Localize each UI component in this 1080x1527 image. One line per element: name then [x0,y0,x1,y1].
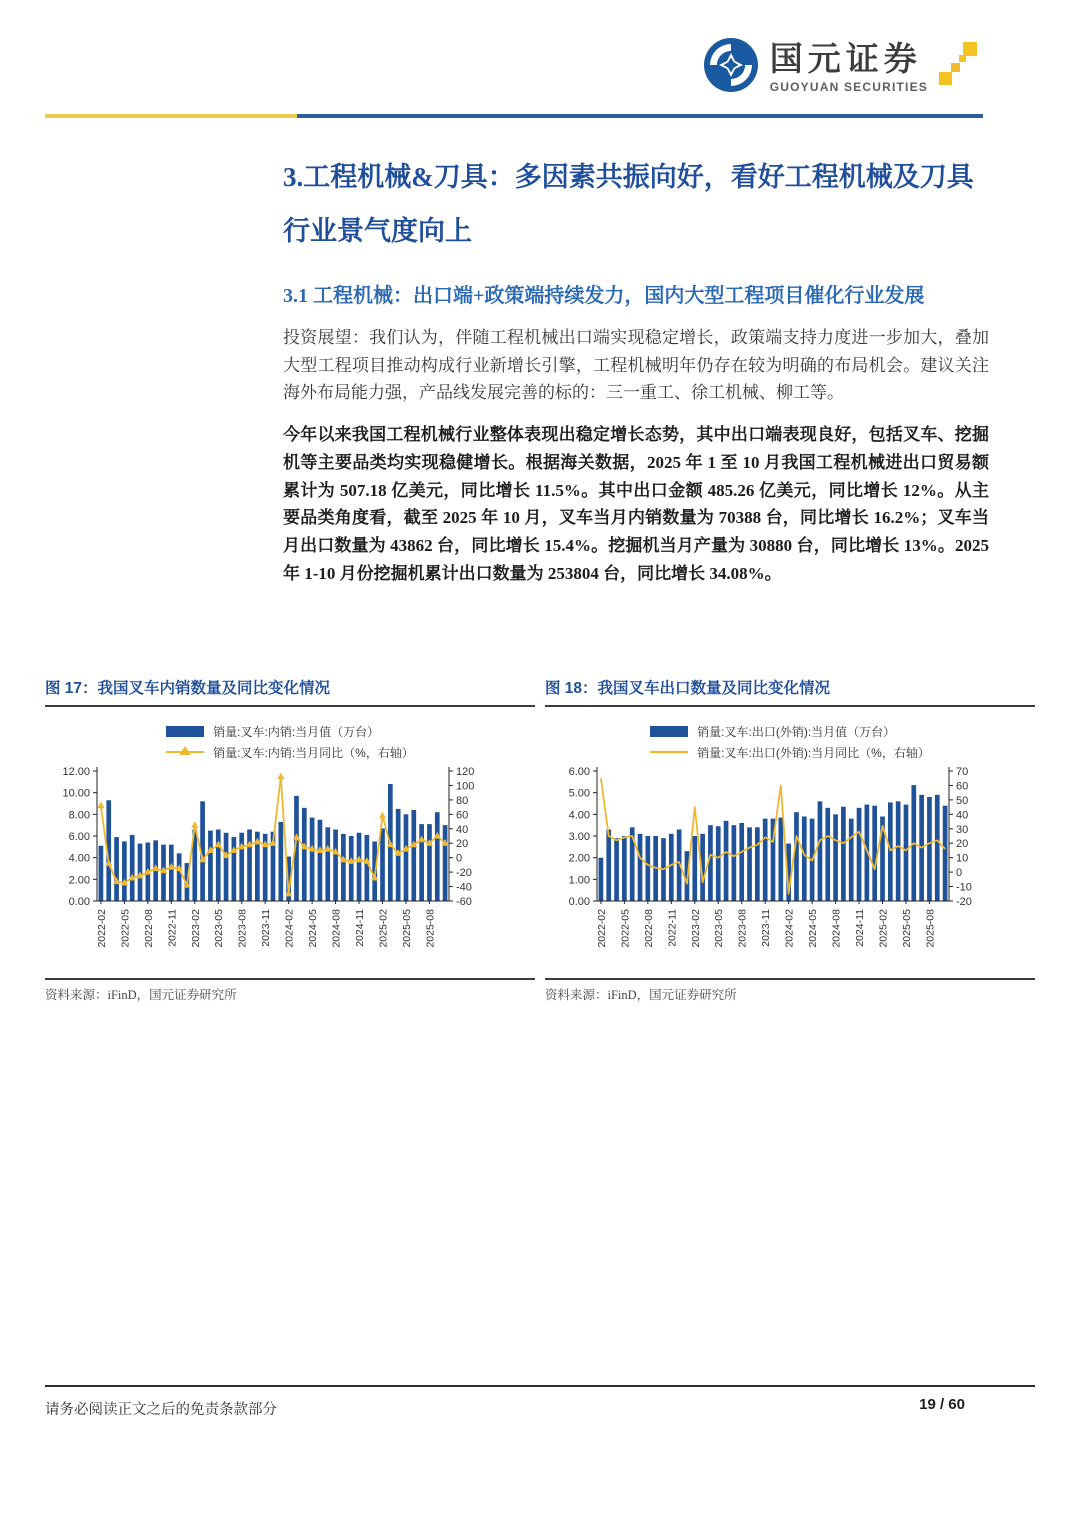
logo-squares-icon [938,42,978,93]
svg-text:2024-08: 2024-08 [830,909,843,948]
svg-text:0.00: 0.00 [568,896,590,908]
legend-label: 销量:叉车:内销:当月同比（%，右轴） [213,746,414,760]
logo-en-text: GUOYUAN SECURITIES [769,80,928,94]
svg-text:2024-02: 2024-02 [283,909,296,948]
svg-text:2025-02: 2025-02 [377,909,390,948]
svg-text:2022-02: 2022-02 [595,909,608,948]
section-content [283,150,989,601]
svg-text:70: 70 [956,766,969,778]
bar-swatch-icon [650,726,688,737]
section-heading: 3.工程机械&刀具：多因素共振向好，看好工程机械及刀具行业景气度向上 [283,162,974,246]
svg-text:60: 60 [956,780,969,793]
svg-text:2022-11: 2022-11 [666,909,679,947]
svg-text:10: 10 [956,852,969,865]
svg-text:-60: -60 [456,896,472,908]
svg-text:3.00: 3.00 [568,831,590,843]
figure-17-chart [45,765,535,976]
legend-item-bars [166,723,414,740]
svg-text:2024-05: 2024-05 [807,909,820,948]
legend-item-line [650,744,930,761]
paragraph-industry-data: 今年以来我国工程机械行业整体表现出稳定增长态势，其中出口端表现良好，包括叉车、挖掘机等主要品类均实现稳健增长。根据海关数据，2025 年 1 至 10 月我国工程机械进出口贸易额累计为 507.18 亿美元，同比增长 11.5%。其中出口金额 485.26 亿美元，同比增长 12%。从主要品类角度看，截至 2025 年 10 月，叉车当月内销数量为 70388 台，同比增长 16.2%；叉车当月出口数量为 43862 台，同比增长 15.4%。挖掘机当月产量为 30880 台，同比增长 13%。2025 年 1-10 月份挖掘机累计出口数量为 253804 台，同比增长 34.08%。 [283,425,989,583]
svg-text:2.00: 2.00 [568,852,590,865]
figure-18 [545,676,1035,1003]
svg-text:2022-05: 2022-05 [119,909,132,948]
footer-divider [45,1385,1035,1387]
figure-17-source: 资料来源：iFinD，国元证券研究所 [45,978,535,1003]
svg-text:0: 0 [956,867,963,880]
svg-text:6.00: 6.00 [568,766,590,778]
svg-text:2023-08: 2023-08 [736,909,749,948]
figure-17 [45,676,535,1003]
svg-text:2025-02: 2025-02 [877,909,890,948]
svg-text:12.00: 12.00 [62,766,90,778]
svg-text:4.00: 4.00 [568,809,590,822]
subsection-heading: 3.1 工程机械：出口端+政策端持续发力，国内大型工程项目催化行业发展 [283,285,925,307]
paragraph-investment-outlook: 投资展望：我们认为，伴随工程机械出口端实现稳定增长，政策端支持力度进一步加大，叠加大型工程项目推动构成行业新增长引擎，工程机械明年仍存在较为明确的布局机会。建议关注海外布局能力强，产品线发展完善的标的：三一重工、徐工机械、柳工等。 [283,328,989,403]
logo-wordmark [770,42,928,93]
legend-label: 销量:叉车:出口(外销):当月同比（%，右轴） [697,746,930,760]
svg-text:20: 20 [956,838,969,851]
legend-label: 销量:叉车:出口(外销):当月值（万台） [697,725,896,739]
svg-text:120: 120 [456,766,475,778]
svg-text:2024-05: 2024-05 [307,909,320,948]
figure-18-chart [545,765,1035,976]
svg-text:2023-02: 2023-02 [189,909,202,948]
svg-text:4.00: 4.00 [68,852,90,865]
svg-text:30: 30 [956,823,969,836]
figure-17-legend [166,723,414,761]
svg-text:2024-11: 2024-11 [354,909,367,947]
svg-text:1.00: 1.00 [568,874,590,887]
figure-18-source: 资料来源：iFinD，国元证券研究所 [545,978,1035,1003]
svg-text:6.00: 6.00 [68,831,90,843]
svg-text:60: 60 [456,809,469,822]
legend-item-line [166,744,414,761]
svg-text:0.00: 0.00 [68,896,90,908]
chart-canvas [45,765,485,971]
chart-canvas [545,765,985,971]
footer-page-number: 19 / 60 [919,1396,965,1413]
figures-row [45,676,1035,1003]
svg-text:2024-02: 2024-02 [783,909,796,948]
footer-disclaimer: 请务必阅读正文之后的免责条款部分 [45,1402,277,1418]
svg-text:8.00: 8.00 [68,809,90,822]
svg-text:2025-05: 2025-05 [400,909,413,948]
svg-text:2023-02: 2023-02 [689,909,702,948]
figure-18-legend [650,723,930,761]
svg-text:-20: -20 [956,896,972,908]
svg-text:-20: -20 [456,867,472,880]
svg-text:2022-02: 2022-02 [95,909,108,948]
svg-text:2022-05: 2022-05 [619,909,632,948]
guoyuan-logo-icon [702,36,760,99]
svg-text:2025-05: 2025-05 [900,909,913,948]
svg-text:50: 50 [956,794,969,807]
svg-text:100: 100 [456,780,475,793]
line-swatch-icon [650,745,688,760]
svg-text:2025-08: 2025-08 [424,909,437,948]
divider-blue-segment [297,114,983,118]
svg-text:2022-11: 2022-11 [166,909,179,947]
svg-text:5.00: 5.00 [568,787,590,800]
svg-text:2023-11: 2023-11 [760,909,773,947]
divider-yellow-segment [45,114,297,118]
svg-text:2023-11: 2023-11 [260,909,273,947]
svg-text:2023-08: 2023-08 [236,909,249,948]
figure-18-title: 图 18：我国叉车出口数量及同比变化情况 [545,676,1035,707]
svg-text:-10: -10 [956,881,972,894]
svg-text:80: 80 [456,794,469,807]
svg-text:-40: -40 [456,881,472,894]
header-divider [45,114,983,118]
svg-text:2022-08: 2022-08 [142,909,155,948]
line-triangle-swatch-icon [166,745,204,760]
svg-text:2023-05: 2023-05 [713,909,726,948]
bar-swatch-icon [166,726,204,737]
svg-text:2.00: 2.00 [68,874,90,887]
svg-text:2022-08: 2022-08 [642,909,655,948]
legend-label: 销量:叉车:内销:当月值（万台） [213,725,380,739]
svg-text:2023-05: 2023-05 [213,909,226,948]
legend-item-bars [650,723,930,740]
svg-text:2025-08: 2025-08 [924,909,937,948]
logo-cn-text: 国元证券 [769,40,922,77]
header-logo [702,36,978,99]
svg-text:10.00: 10.00 [62,787,90,800]
figure-17-title: 图 17：我国叉车内销数量及同比变化情况 [45,676,535,707]
svg-text:40: 40 [456,823,469,836]
svg-text:2024-08: 2024-08 [330,909,343,948]
svg-text:2024-11: 2024-11 [854,909,867,947]
svg-text:0: 0 [456,852,463,865]
svg-text:20: 20 [456,838,469,851]
svg-text:40: 40 [956,809,969,822]
